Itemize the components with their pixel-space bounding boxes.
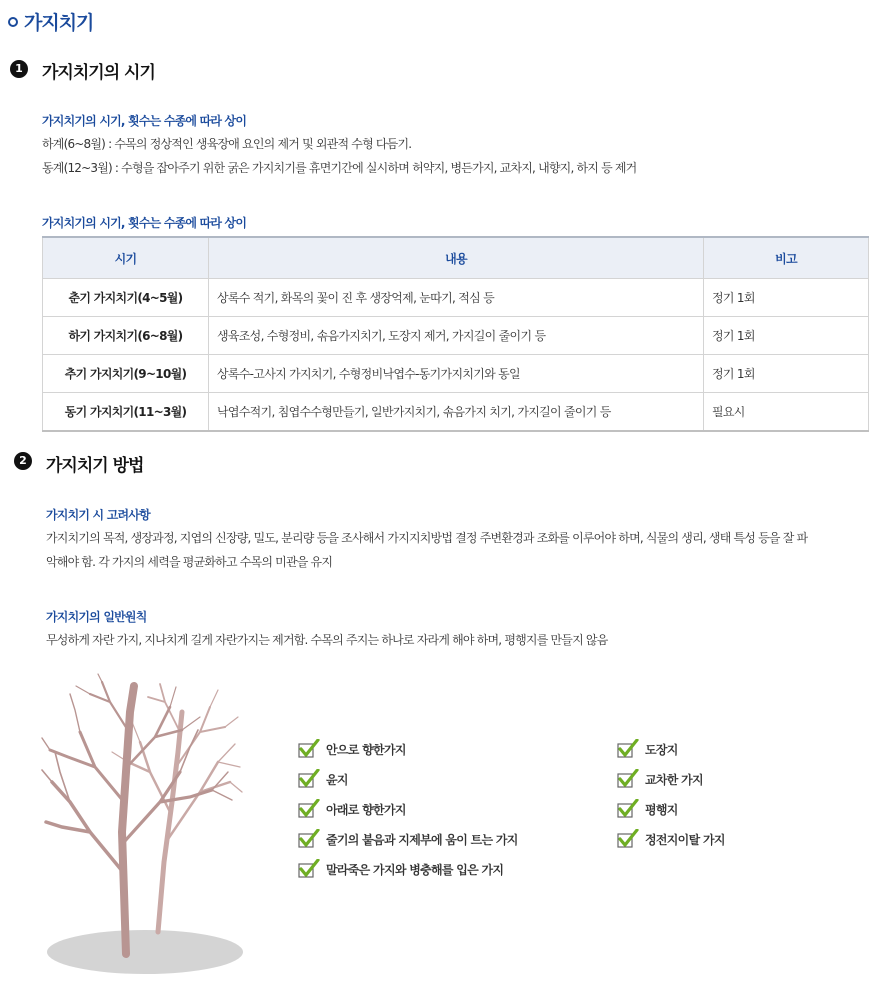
principle-paragraph: 무성하게 자란 가지, 지나치게 길게 자란가지는 제거함. 수목의 주지는 하나로 자라게 해야 하며, 평행지를 만들지 않음 <box>46 633 608 647</box>
tree-illustration <box>40 672 250 982</box>
list-item: 정전지이탈 가지 <box>617 824 725 854</box>
content-cell: 상록수-고사지 가지치기, 수형정비낙엽수-동기가지치기와 동일 <box>209 355 704 393</box>
column-header-note: 비고 <box>704 237 869 279</box>
checkbox-checked-icon <box>298 739 320 759</box>
table-row <box>43 393 869 432</box>
checkbox-checked-icon <box>298 829 320 849</box>
season-cell: 동기 가지치기(11~3월) <box>43 393 209 432</box>
list-item: 줄기의 붙음과 지제부에 움이 트는 가지 <box>298 824 518 854</box>
tree-shadow <box>47 930 243 974</box>
timing-description <box>42 132 636 180</box>
checkbox-checked-icon <box>617 799 639 819</box>
checklist-right <box>617 734 725 854</box>
content-cell: 생육조성, 수형정비, 솎음가지치기, 도장지 제거, 가지길이 줄이기 등 <box>209 317 704 355</box>
season-cell: 추기 가지치기(9~10월) <box>43 355 209 393</box>
circle-bullet-icon <box>8 17 18 27</box>
list-item: 도장지 <box>617 734 725 764</box>
list-item: 안으로 향한가지 <box>298 734 518 764</box>
table-header-row <box>43 237 869 279</box>
checklist-left <box>298 734 518 884</box>
list-item: 윤지 <box>298 764 518 794</box>
note-cell: 정기 1회 <box>704 279 869 317</box>
winter-pruning-line: 동계(12~3월) : 수형을 잡아주기 위한 굵은 가지치기를 휴면기간에 실시하며 허약지, 병든가지, 교차지, 내향지, 하지 등 제거 <box>42 161 637 175</box>
checkbox-checked-icon <box>617 769 639 789</box>
section-number-badge: 2 <box>14 452 32 470</box>
note-cell: 필요시 <box>704 393 869 432</box>
season-cell: 춘기 가지치기(4~5월) <box>43 279 209 317</box>
list-item: 평행지 <box>617 794 725 824</box>
list-item: 아래로 향한가지 <box>298 794 518 824</box>
front-tree <box>42 674 232 954</box>
content-cell: 낙엽수적기, 침엽수수형만들기, 일반가지치기, 솎음가지 치기, 가지길이 줄이기 등 <box>209 393 704 432</box>
table-row <box>43 279 869 317</box>
checkbox-checked-icon <box>617 739 639 759</box>
list-item: 말라죽은 가지와 병충해를 입은 가지 <box>298 854 518 884</box>
section-title: 가지치기의 시기 <box>42 63 155 83</box>
section-number-badge: 1 <box>10 60 28 78</box>
season-cell: 하기 가지치기(6~8월) <box>43 317 209 355</box>
summer-pruning-line: 하계(6~8월) : 수목의 정상적인 생육장애 요인의 제거 및 외관적 수형 다듬기. <box>42 137 412 151</box>
page-title: 가지치기 <box>8 8 93 35</box>
section-subtitle: 가지치기의 일반원칙 <box>46 610 147 624</box>
table-row <box>43 355 869 393</box>
list-item: 교차한 가지 <box>617 764 725 794</box>
section-subtitle: 가지치기 시 고려사항 <box>46 508 150 522</box>
checkbox-checked-icon <box>298 859 320 879</box>
checkbox-checked-icon <box>617 829 639 849</box>
column-header-content: 내용 <box>209 237 704 279</box>
column-header-season: 시기 <box>43 237 209 279</box>
section-title: 가지치기 방법 <box>46 456 144 476</box>
note-cell: 정기 1회 <box>704 317 869 355</box>
pruning-schedule-table <box>42 236 869 432</box>
consideration-paragraph: 가지치기의 목적, 생장과정, 지엽의 신장량, 밀도, 분리량 등을 조사해서 가지지치방법 결정 주변환경과 조화를 이루어야 하며, 식물의 생리, 생태 특성 등을 잘 파 악해야 함. 각 가지의 세력을 평균화하고 수목의 미관을 유지 <box>46 531 808 569</box>
checkbox-checked-icon <box>298 769 320 789</box>
note-cell: 정기 1회 <box>704 355 869 393</box>
content-cell: 상록수 적기, 화목의 꽃이 진 후 생장억제, 눈따기, 적심 등 <box>209 279 704 317</box>
table-row <box>43 317 869 355</box>
table-caption: 가지치기의 시기, 횟수는 수종에 따라 상이 <box>42 216 247 230</box>
checkbox-checked-icon <box>298 799 320 819</box>
section-subtitle: 가지치기의 시기, 횟수는 수종에 따라 상이 <box>42 114 247 128</box>
